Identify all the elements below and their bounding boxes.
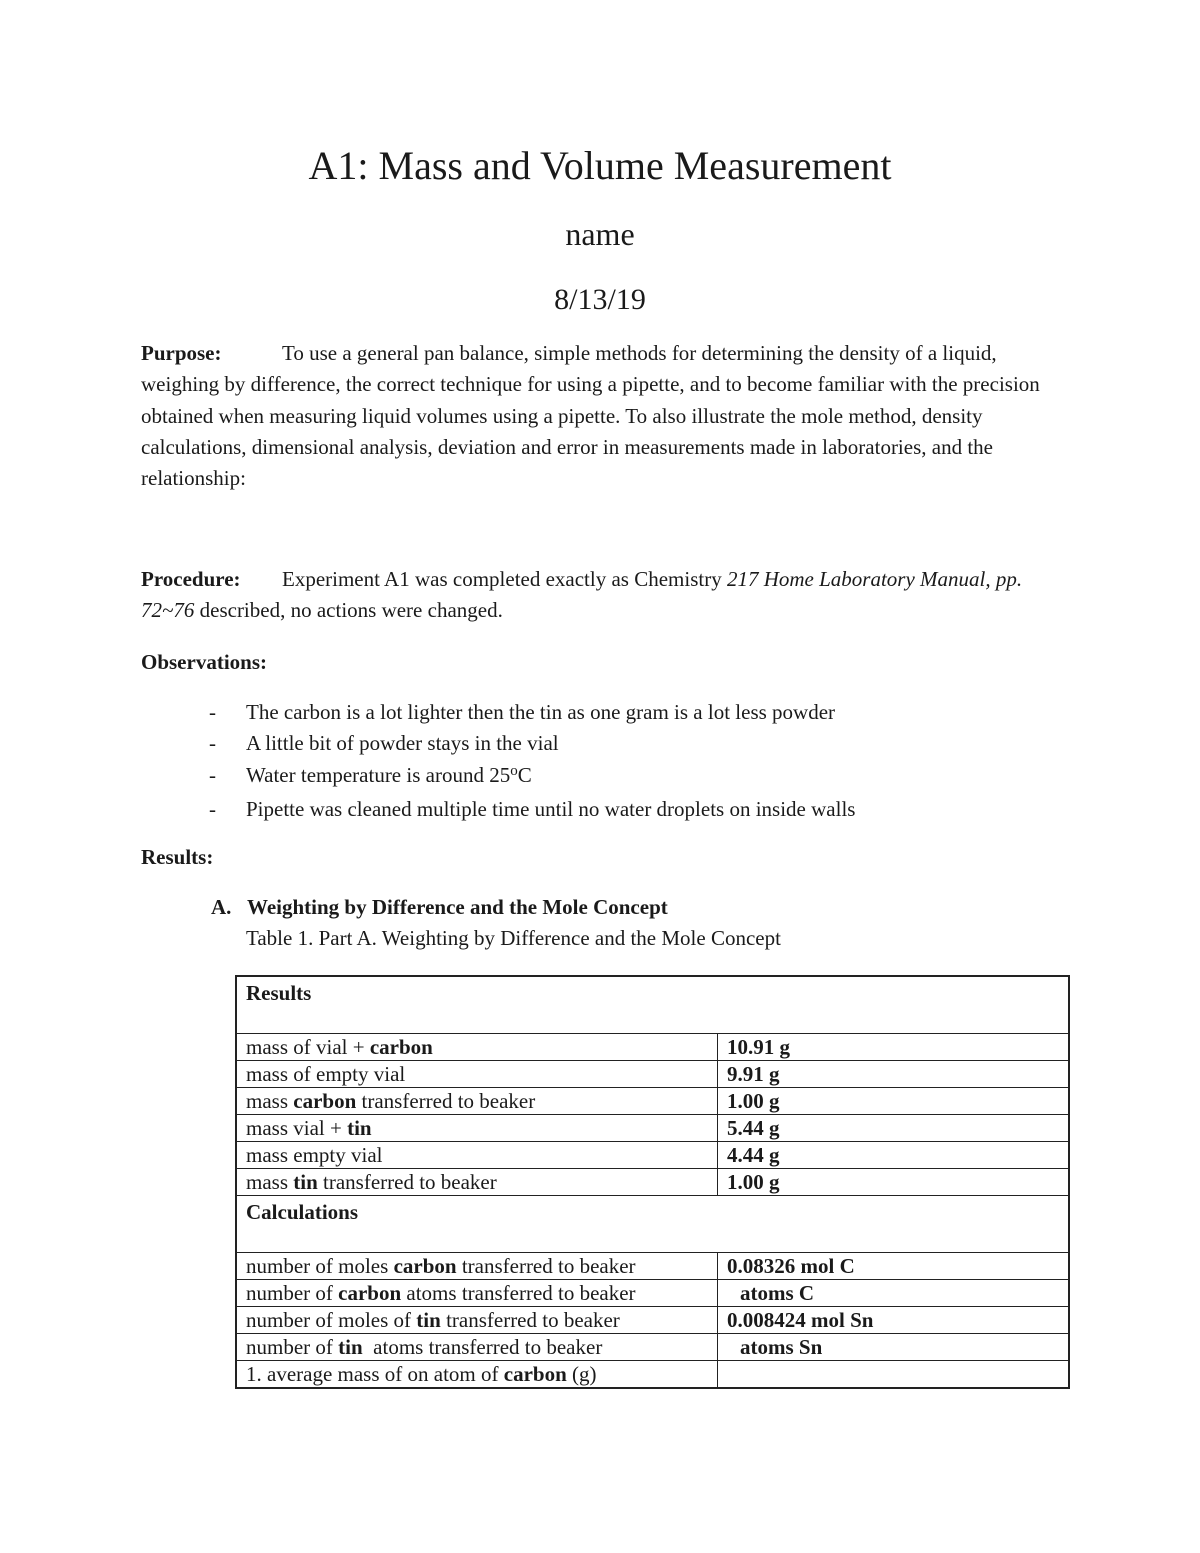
row-value: 1.00 g <box>718 1169 1070 1196</box>
table-row <box>236 1061 1069 1088</box>
table-caption: Table 1. Part A. Weighting by Difference and the Mole Concept <box>246 926 781 950</box>
bullet-dash: - <box>209 796 216 821</box>
observation-text: Water temperature is around 25 <box>246 762 511 787</box>
table-row <box>236 1034 1069 1061</box>
calculations-section-header: Calculations <box>236 1196 1069 1253</box>
row-value: 10.91 g <box>718 1034 1070 1061</box>
table-row <box>236 1253 1069 1280</box>
purpose-paragraph <box>141 338 1071 494</box>
list-item <box>209 794 855 825</box>
row-value: 0.08326 mol C <box>718 1253 1070 1280</box>
row-value: atoms C <box>718 1280 1070 1307</box>
observation-text: The carbon is a lot lighter then the tin as one gram is a lot less powder <box>246 700 836 724</box>
table-row <box>236 1115 1069 1142</box>
temperature-unit: C <box>517 762 532 787</box>
row-label: mass vial + tin <box>236 1115 718 1142</box>
row-value: 5.44 g <box>718 1115 1070 1142</box>
row-value: 1.00 g <box>718 1088 1070 1115</box>
observations-heading: Observations: <box>141 650 267 674</box>
table-section-header <box>236 976 1069 1034</box>
results-section-header: Results <box>236 976 1069 1034</box>
row-value: 9.91 g <box>718 1061 1070 1088</box>
purpose-text: To use a general pan balance, simple methods for determining the density of a liquid, weighing by difference, the correct technique for using a pipette, and to become familiar with the precision obtained when measuring liquid volumes using a pipette. To also illustrate the mole method, density calculations, dimensional analysis, deviation and error in measurements made in laboratories, and the relationship: <box>141 341 1040 491</box>
list-item <box>209 760 855 794</box>
purpose-label: Purpose: <box>141 341 222 365</box>
bullet-dash: - <box>209 762 216 787</box>
row-label: mass empty vial <box>236 1142 718 1169</box>
section-a-heading <box>211 892 668 923</box>
row-value <box>718 1361 1070 1389</box>
degree-symbol: o <box>510 762 518 779</box>
results-table <box>235 975 1070 1389</box>
row-value: 0.008424 mol Sn <box>718 1307 1070 1334</box>
row-label: number of moles of tin transferred to beaker <box>236 1307 718 1334</box>
author-name: name <box>565 216 635 252</box>
table-row <box>236 1307 1069 1334</box>
table-row <box>236 1280 1069 1307</box>
section-title: Weighting by Difference and the Mole Concept <box>247 895 668 919</box>
row-value: 4.44 g <box>718 1142 1070 1169</box>
observations-list <box>209 697 855 825</box>
results-heading: Results: <box>141 845 214 869</box>
document-title: A1: Mass and Volume Measurement <box>308 143 892 188</box>
table-row <box>236 1142 1069 1169</box>
procedure-paragraph <box>141 564 1071 627</box>
table-row <box>236 1169 1069 1196</box>
list-item <box>209 728 855 759</box>
table-row <box>236 1088 1069 1115</box>
row-label: mass tin transferred to beaker <box>236 1169 718 1196</box>
table-row <box>236 1334 1069 1361</box>
row-label: number of moles carbon transferred to beaker <box>236 1253 718 1280</box>
section-marker: A. <box>211 895 232 919</box>
procedure-manual-reference: 217 Home Laboratory Manual, pp. 72~76 <box>141 567 1023 623</box>
procedure-text-end: described, no actions were changed. <box>194 598 503 623</box>
procedure-text-start: Experiment A1 was completed exactly as Chemistry <box>282 567 727 591</box>
row-label: mass carbon transferred to beaker <box>236 1088 718 1115</box>
procedure-label: Procedure: <box>141 567 241 591</box>
observation-text: Pipette was cleaned multiple time until no water droplets on inside walls <box>246 796 856 821</box>
row-label: 1. average mass of on atom of carbon (g) <box>236 1361 718 1389</box>
table-row <box>236 1361 1069 1389</box>
row-label: number of tin atoms transferred to beaker <box>236 1334 718 1361</box>
bullet-dash: - <box>209 700 216 724</box>
row-label: mass of empty vial <box>236 1061 718 1088</box>
row-label: mass of vial + carbon <box>236 1034 718 1061</box>
table-section-header <box>236 1196 1069 1253</box>
row-label: number of carbon atoms transferred to beaker <box>236 1280 718 1307</box>
list-item <box>209 697 855 728</box>
bullet-dash: - <box>209 731 216 756</box>
row-value: atoms Sn <box>718 1334 1070 1361</box>
document-date: 8/13/19 <box>554 283 646 316</box>
observation-text: A little bit of powder stays in the vial <box>246 731 559 756</box>
